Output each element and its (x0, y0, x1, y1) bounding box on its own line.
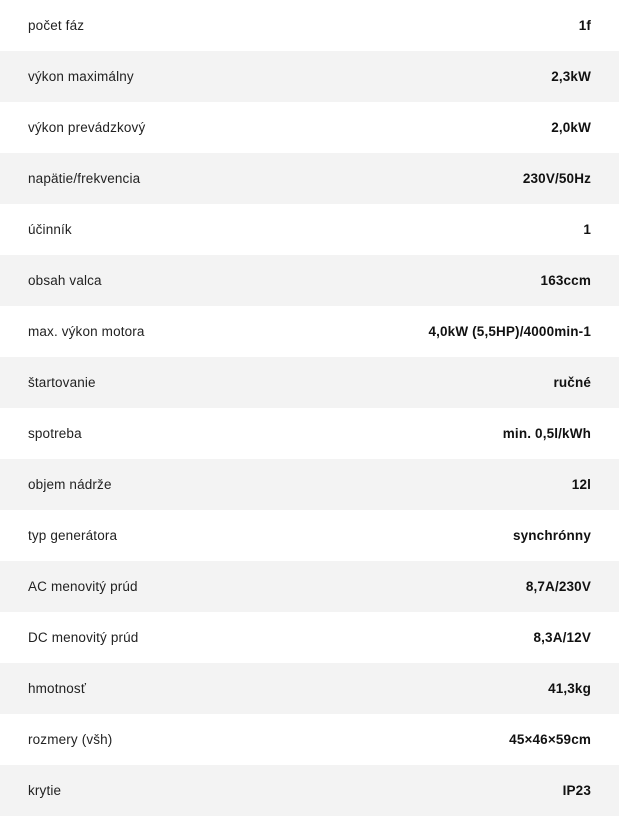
spec-value: ručné (310, 357, 619, 408)
table-row (0, 102, 619, 153)
spec-value: synchrónny (310, 510, 619, 561)
table-row (0, 357, 619, 408)
spec-label: objem nádrže (0, 459, 310, 510)
table-row (0, 204, 619, 255)
table-row (0, 306, 619, 357)
spec-value: 230V/50Hz (310, 153, 619, 204)
spec-value: IP23 (310, 765, 619, 816)
spec-value: 12l (310, 459, 619, 510)
table-row (0, 663, 619, 714)
spec-label: typ generátora (0, 510, 310, 561)
table-row (0, 459, 619, 510)
spec-value: min. 0,5l/kWh (310, 408, 619, 459)
spec-value: 4,0kW (5,5HP)/4000min-1 (310, 306, 619, 357)
spec-label: hmotnosť (0, 663, 310, 714)
spec-label: počet fáz (0, 0, 310, 51)
spec-label: štartovanie (0, 357, 310, 408)
table-row (0, 561, 619, 612)
table-row (0, 765, 619, 816)
spec-label: DC menovitý prúd (0, 612, 310, 663)
spec-value: 1f (310, 0, 619, 51)
spec-value: 163ccm (310, 255, 619, 306)
spec-value: 2,3kW (310, 51, 619, 102)
spec-value: 8,7A/230V (310, 561, 619, 612)
spec-value: 1 (310, 204, 619, 255)
spec-value: 41,3kg (310, 663, 619, 714)
spec-label: AC menovitý prúd (0, 561, 310, 612)
table-row (0, 612, 619, 663)
table-row (0, 153, 619, 204)
spec-label: rozmery (všh) (0, 714, 310, 765)
spec-value: 2,0kW (310, 102, 619, 153)
table-row (0, 408, 619, 459)
table-row (0, 0, 619, 51)
spec-label: spotreba (0, 408, 310, 459)
spec-label: obsah valca (0, 255, 310, 306)
spec-label: napätie/frekvencia (0, 153, 310, 204)
spec-label: účinník (0, 204, 310, 255)
spec-label: max. výkon motora (0, 306, 310, 357)
spec-label: výkon maximálny (0, 51, 310, 102)
table-row (0, 51, 619, 102)
spec-value: 45×46×59cm (310, 714, 619, 765)
spec-value: 8,3A/12V (310, 612, 619, 663)
table-row (0, 255, 619, 306)
table-row (0, 714, 619, 765)
spec-label: krytie (0, 765, 310, 816)
table-row (0, 510, 619, 561)
spec-label: výkon prevádzkový (0, 102, 310, 153)
